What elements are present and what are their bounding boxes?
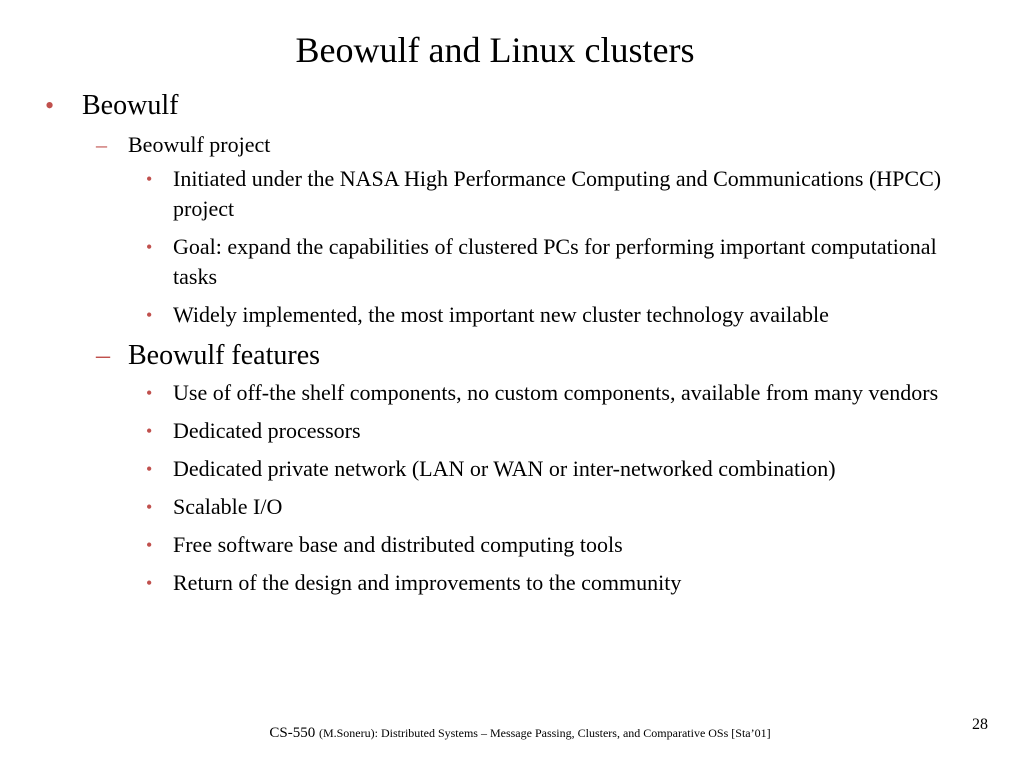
bullet-icon: • xyxy=(146,497,153,517)
footer-citation: (M.Soneru): Distributed Systems – Message Passing, Clusters, and Comparative OSs [Sta’01] xyxy=(318,726,771,740)
dash-icon: – xyxy=(96,132,107,157)
level3-text: Dedicated processors xyxy=(173,418,361,443)
bullet-icon: • xyxy=(146,459,153,479)
level3-text: Use of off-the shelf components, no custom components, available from many vendors xyxy=(173,380,939,405)
level3-item xyxy=(40,530,960,560)
level2-item-beowulf-project xyxy=(40,130,960,160)
slide-footer xyxy=(0,722,1024,744)
level2-item-beowulf-features xyxy=(40,338,960,374)
level3-item xyxy=(40,232,960,292)
level3-text: Widely implemented, the most important new cluster technology available xyxy=(173,302,829,327)
level3-text: Goal: expand the capabilities of clustered PCs for performing important computational tasks xyxy=(173,234,937,289)
level3-item xyxy=(40,454,960,484)
level1-text: Beowulf xyxy=(82,90,179,121)
level3-text: Initiated under the NASA High Performance Computing and Communications (HPCC) project xyxy=(173,166,942,221)
bullet-icon: • xyxy=(146,237,153,257)
level3-text: Return of the design and improvements to the community xyxy=(173,570,682,595)
bullet-icon: • xyxy=(146,169,153,189)
page-number: 28 xyxy=(972,716,988,733)
level3-item xyxy=(40,300,960,330)
bullet-icon: • xyxy=(45,91,55,120)
level3-text: Free software base and distributed computing tools xyxy=(173,532,623,557)
level2-text: Beowulf project xyxy=(128,132,271,157)
bullet-icon: • xyxy=(146,573,153,593)
level2-text: Beowulf features xyxy=(128,340,321,371)
slide-content xyxy=(40,88,960,606)
level3-item xyxy=(40,164,960,224)
level3-text: Dedicated private network (LAN or WAN or inter-networked combination) xyxy=(173,456,836,481)
bullet-icon: • xyxy=(146,421,153,441)
slide-title: Beowulf and Linux clusters xyxy=(295,30,695,70)
bullet-icon: • xyxy=(146,383,153,403)
dash-icon: – xyxy=(96,340,110,371)
course-code: CS-550 xyxy=(269,725,316,741)
level3-item xyxy=(40,416,960,446)
level3-text: Scalable I/O xyxy=(173,494,283,519)
level3-item xyxy=(40,378,960,408)
level1-item-beowulf xyxy=(40,88,960,124)
bullet-icon: • xyxy=(146,305,153,325)
bullet-icon: • xyxy=(146,535,153,555)
level3-item xyxy=(40,568,960,598)
level3-item xyxy=(40,492,960,522)
